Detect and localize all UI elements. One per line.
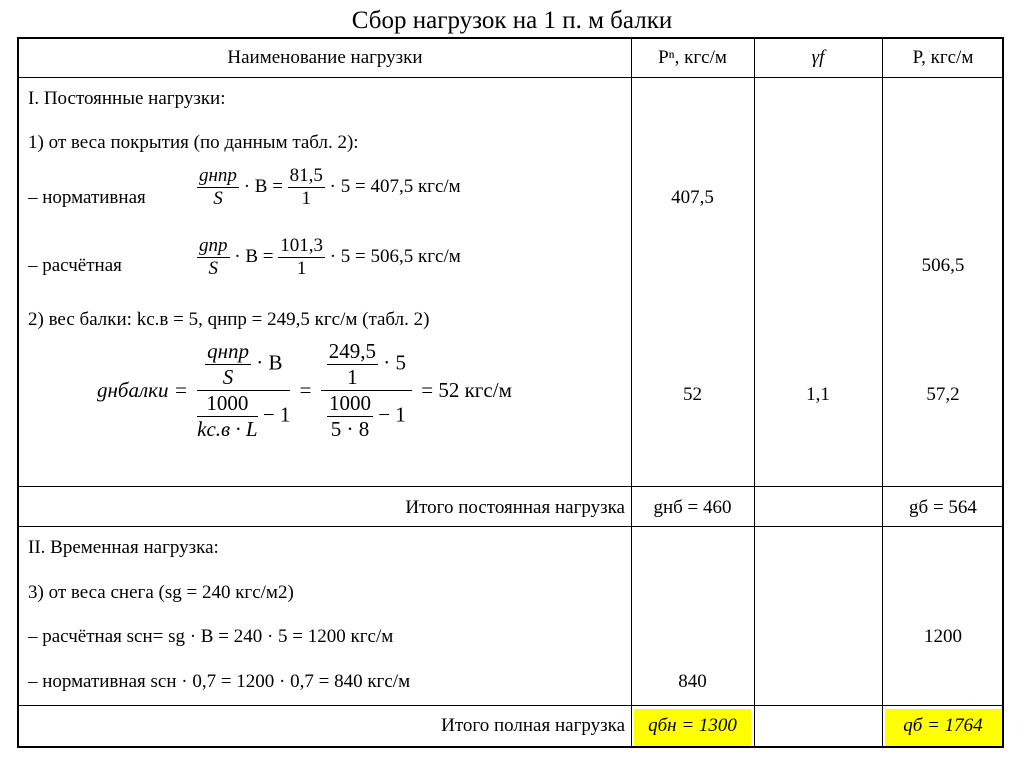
snow-design: – расчётная sсн= sg · B = 240 · 5 = 1200 кгс/м <box>28 626 394 647</box>
value-p-beam: 57,2 <box>926 384 960 405</box>
value-p-cover: 506,5 <box>921 255 965 276</box>
design-mid: · B = <box>234 245 274 267</box>
beam-a-den-den: kс.в · L <box>197 417 258 441</box>
section2-heading: II. Временная нагрузка: <box>28 537 219 558</box>
normative-label: – нормативная <box>28 187 146 208</box>
normative-den1: S <box>213 188 223 209</box>
header-p: P, кгс/м <box>912 47 974 68</box>
row-divider <box>19 526 1002 527</box>
normative-tail: · 5 = 407,5 кгс/м <box>329 175 461 197</box>
beam-b-num: 249,5 <box>328 339 377 363</box>
beam-a-num: qнпр <box>207 339 249 363</box>
page-title: Сбор нагрузок на 1 п. м балки <box>351 7 673 34</box>
total-permanent-p: gб = 564 <box>909 497 977 518</box>
beam-formula <box>97 339 512 442</box>
beam-a-den: S <box>222 365 234 389</box>
beam-b-den: 1 <box>347 365 358 389</box>
design-label: – расчётная <box>28 255 122 276</box>
total-full-p: qб = 1764 <box>903 715 983 736</box>
row-divider <box>19 705 1002 706</box>
load-table <box>17 37 1004 748</box>
beam-result: = 52 кгс/м <box>421 378 512 402</box>
beam-b-minus: − 1 <box>378 402 406 427</box>
beam-b-den-num: 1000 <box>328 391 371 415</box>
snow-normative: – нормативная sсн · 0,7 = 1200 · 0,7 = 840 кгс/м <box>28 671 411 692</box>
normative-den2: 1 <box>301 188 312 209</box>
section1-item1: 1) от веса покрытия (по данным табл. 2): <box>28 132 359 153</box>
normative-mid: · B = <box>243 175 283 197</box>
value-pn-snow: 840 <box>678 671 707 692</box>
total-permanent-pn: gнб = 460 <box>653 497 732 518</box>
design-formula <box>197 235 461 280</box>
beam-a-minus: − 1 <box>262 402 291 427</box>
beam-a-den-num: 1000 <box>197 391 257 417</box>
header-pn: Pⁿ, кгс/м <box>658 47 727 68</box>
beam-b-den-den: 5 · 8 <box>330 417 370 441</box>
design-den1: S <box>208 258 218 279</box>
beam-lhs: gнбалки = <box>97 378 188 402</box>
normative-num1: gнпр <box>199 165 237 186</box>
value-pn-beam: 52 <box>683 384 702 405</box>
section1-heading: I. Постоянные нагрузки: <box>28 88 226 109</box>
total-full-pn: qбн = 1300 <box>648 715 737 736</box>
value-pn-cover: 407,5 <box>671 187 714 208</box>
total-permanent-label: Итого постоянная нагрузка <box>405 497 625 518</box>
row-divider <box>19 486 1002 487</box>
design-tail: · 5 = 506,5 кгс/м <box>329 245 461 267</box>
header-gamma: γf <box>811 47 825 68</box>
design-num2: 101,3 <box>280 235 323 256</box>
section1-item2: 2) вес балки: kс.в = 5, qнпр = 249,5 кгс/м (табл. 2) <box>28 309 430 330</box>
value-p-snow: 1200 <box>924 626 962 647</box>
beam-b-mul: · 5 <box>383 350 407 375</box>
design-num1: gпр <box>199 235 228 256</box>
beam-a-mul: · B <box>256 350 283 375</box>
section2-item3: 3) от веса снега (sg = 240 кгс/м2) <box>28 582 294 603</box>
row-divider <box>19 77 1002 78</box>
design-den2: 1 <box>296 258 307 279</box>
beam-eq: = <box>299 378 312 402</box>
normative-formula <box>197 165 461 210</box>
total-full-label: Итого полная нагрузка <box>441 715 625 736</box>
normative-num2: 81,5 <box>289 165 323 186</box>
value-gamma-beam: 1,1 <box>806 384 830 405</box>
header-name: Наименование нагрузки <box>227 47 423 68</box>
